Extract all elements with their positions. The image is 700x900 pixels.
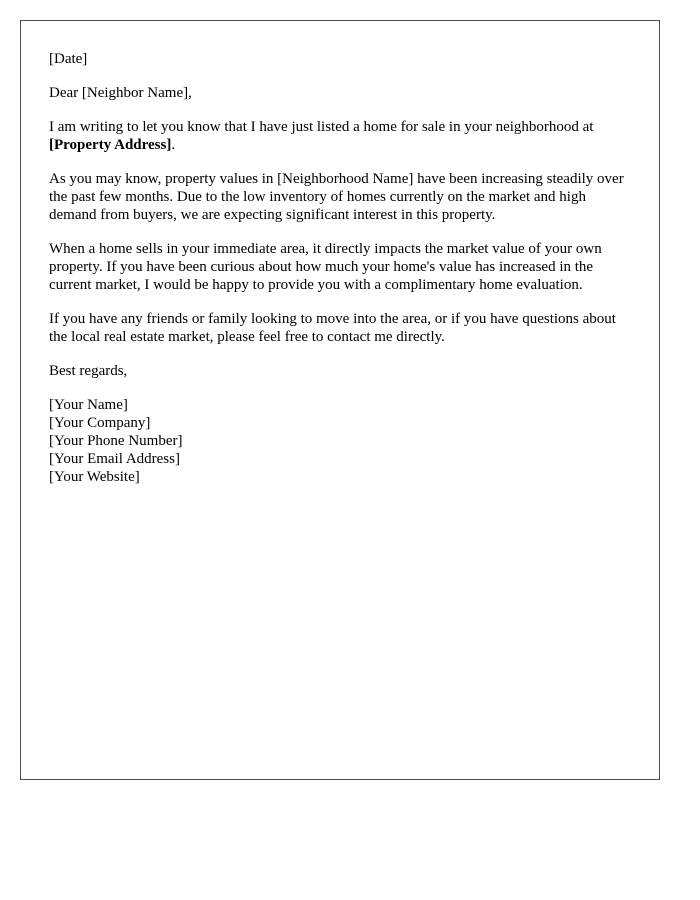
signature-block [49, 396, 631, 486]
intro-period: . [171, 137, 176, 153]
signature-company: [Your Company] [49, 415, 151, 431]
signature-website: [Your Website] [49, 469, 140, 485]
letter-date: [Date] [49, 51, 88, 67]
letter-paragraph-valuation: When a home sells in your immediate area, it directly impacts the market value of your own property. If you have been curious about how much your home's value has increased in the current market, I would be happy to provide you with a complimentary home evaluation. [49, 241, 602, 293]
signature-phone: [Your Phone Number] [49, 433, 183, 449]
letter-salutation: Dear [Neighbor Name], [49, 85, 192, 101]
intro-text: I am writing to let you know that I have just listed a home for sale in your neighborhood at [49, 119, 594, 135]
signature-email: [Your Email Address] [49, 451, 180, 467]
letter-paragraph-market: As you may know, property values in [Neighborhood Name] have been increasing steadily over the past few months. Due to the low inventory of homes currently on the market and high demand from buyers, we are expecting significant interest in this property. [49, 171, 624, 223]
letter-paragraph-contact: If you have any friends or family looking to move into the area, or if you have questions about the local real estate market, please feel free to contact me directly. [49, 311, 616, 345]
letter-paragraph-intro [49, 118, 631, 154]
letter-closing: Best regards, [49, 363, 128, 379]
signature-name: [Your Name] [49, 397, 128, 413]
property-address: [Property Address] [49, 137, 172, 153]
letter-page [20, 20, 660, 780]
